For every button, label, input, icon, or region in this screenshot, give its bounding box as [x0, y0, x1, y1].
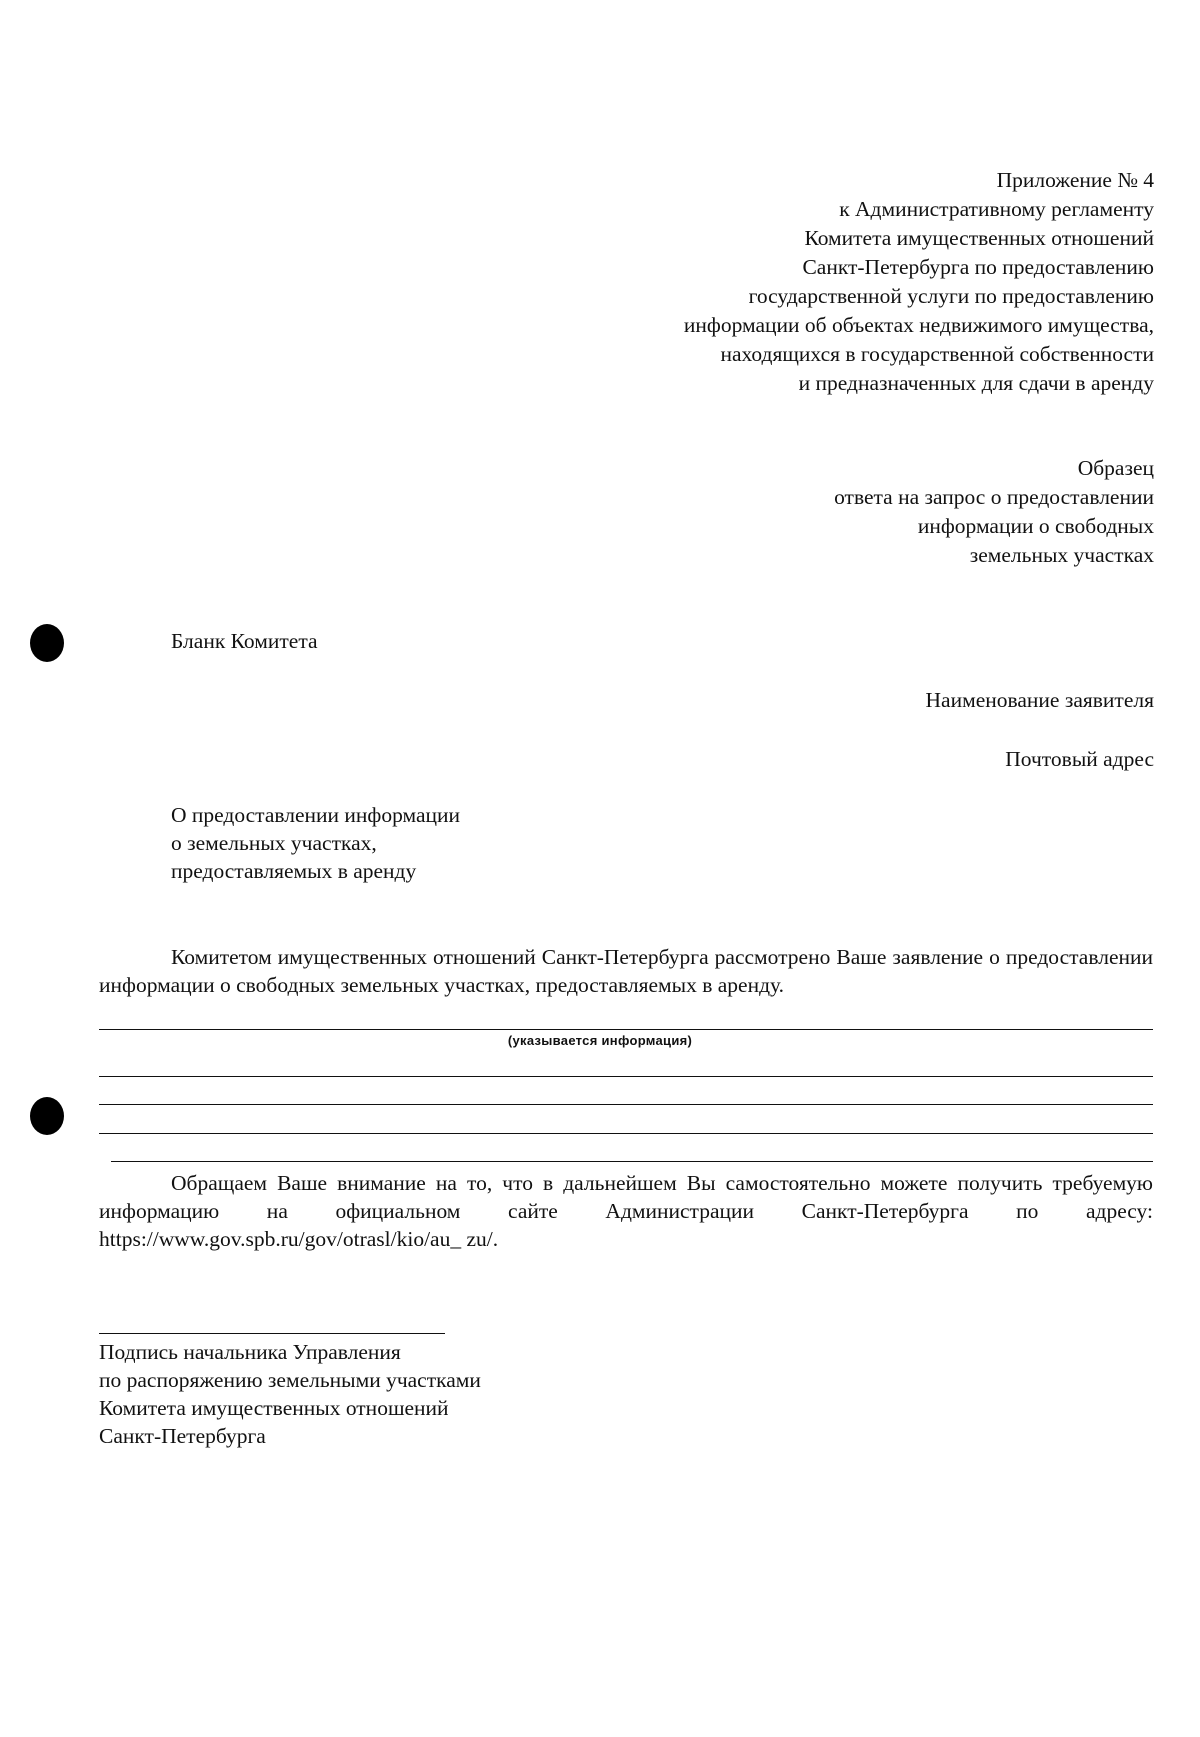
appendix-line: и предназначенных для сдачи в аренду	[798, 371, 1154, 395]
signature-text-line: Комитета имущественных отношений	[99, 1396, 449, 1420]
info-line	[99, 1133, 1153, 1134]
appendix-line: находящихся в государственной собственности	[720, 342, 1154, 366]
appendix-line: Приложение № 4	[996, 168, 1154, 192]
appendix-line: государственной услуги по предоставлению	[748, 284, 1154, 308]
body-paragraph-1	[99, 943, 1153, 999]
body-paragraph-1-text: Комитетом имущественных отношений Санкт-Петербурга рассмотрено Ваше заявление о предоставлении информации о свободных земельных участках, предоставляемых в аренду.	[99, 945, 1153, 997]
sample-heading	[834, 454, 1154, 570]
signature-line	[99, 1333, 445, 1334]
appendix-header	[684, 166, 1154, 398]
body-paragraph-2-text: Обращаем Ваше внимание на то, что в дальнейшем Вы самостоятельно можете получить требуемую информацию на официальном сайте Администрации Санкт-Петербурга по адресу: https://www.gov.spb.ru/gov/otrasl/kio/au_ zu/.	[99, 1171, 1153, 1251]
letter-subject	[171, 801, 460, 885]
addressee-address: Почтовый адрес	[1005, 747, 1154, 771]
punch-hole-mark	[30, 1097, 64, 1135]
info-line	[111, 1161, 1153, 1162]
subject-line: О предоставлении информации	[171, 803, 461, 827]
subject-line: предоставляемых в аренду	[171, 859, 417, 883]
addressee-name: Наименование заявителя	[925, 688, 1154, 712]
sample-heading-line: земельных участках	[969, 543, 1154, 567]
subject-line: о земельных участках,	[171, 831, 377, 855]
appendix-line: к Административному регламенту	[839, 197, 1154, 221]
info-line	[99, 1076, 1153, 1077]
punch-hole-mark	[30, 624, 64, 662]
sample-heading-line: Образец	[1077, 456, 1154, 480]
signature-block	[99, 1338, 481, 1450]
appendix-line: Комитета имущественных отношений	[804, 226, 1154, 250]
signature-text-line: Санкт-Петербурга	[99, 1424, 266, 1448]
info-line	[99, 1104, 1153, 1105]
body-paragraph-2	[99, 1169, 1153, 1253]
letterhead-label: Бланк Комитета	[171, 629, 318, 653]
appendix-line: Санкт-Петербурга по предоставлению	[802, 255, 1154, 279]
signature-text-line: по распоряжению земельными участками	[99, 1368, 481, 1392]
signature-text-line: Подпись начальника Управления	[99, 1340, 401, 1364]
sample-heading-line: ответа на запрос о предоставлении	[834, 485, 1154, 509]
appendix-line: информации об объектах недвижимого имущества,	[683, 313, 1154, 337]
info-line	[99, 1029, 1153, 1030]
info-hint: (указывается информация)	[507, 1033, 693, 1048]
sample-heading-line: информации о свободных	[917, 514, 1154, 538]
